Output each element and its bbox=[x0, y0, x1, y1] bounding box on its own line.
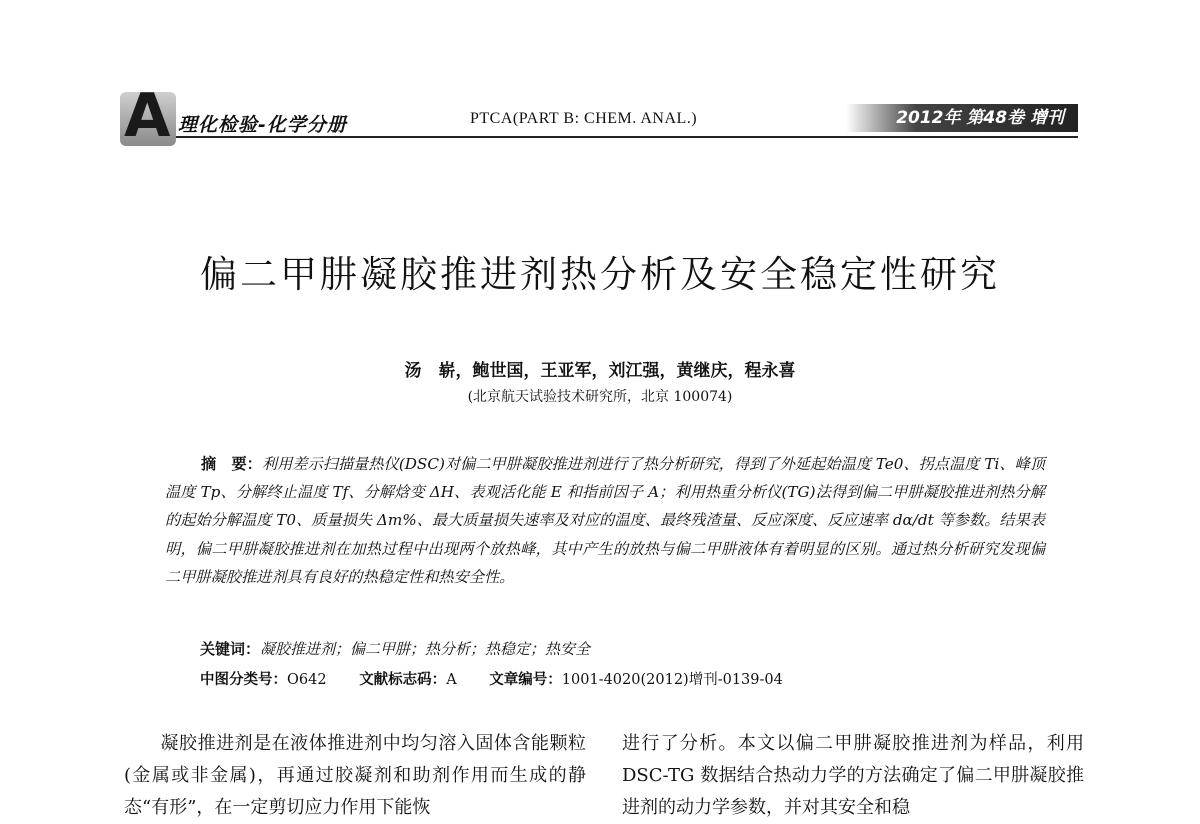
doc-code bbox=[359, 672, 456, 688]
doc-label: 文献标志码： bbox=[359, 672, 447, 688]
abstract-text: 利用差示扫描量热仪(DSC)对偏二甲肼凝胶推进剂进行了热分析研究，得到了外延起始温度 Te0、拐点温度 Ti、峰顶温度 Tp、分解终止温度 Tf、分解焓变 ΔH、表观活化能 E 和指前因子 A；利用热重分析仪(TG)法得到偏二甲肼凝胶推进剂热分解的起始分解温度 T0、质量损失 Δm%、最大质量损失速率及对应的温度、最终残渣量、反应深度、反应速率 dα/dt 等参数。结果表明，偏二甲肼凝胶推进剂在加热过程中出现两个放热峰，其中产生的放热与偏二甲肼液体有着明显的区别。通过热分析研究发现偏二甲肼凝胶推进剂具有良好的热稳定性和热安全性。 bbox=[165, 455, 1045, 586]
header-divider bbox=[176, 136, 1078, 138]
abstract-label: 摘 要： bbox=[201, 455, 262, 473]
body-text-left: 凝胶推进剂是在液体推进剂中均匀溶入固体含能颗粒(金属或非金属)，再通过胶凝剂和助剂作用而生成的静态“有形”，在一定剪切应力作用下能恢 bbox=[124, 733, 586, 818]
article-label: 文章编号： bbox=[489, 672, 562, 688]
clc-value: O642 bbox=[287, 672, 327, 688]
article-meta bbox=[200, 668, 811, 689]
doc-value: A bbox=[446, 672, 457, 688]
issue-label: 2012年 第48卷 增刊 bbox=[846, 104, 1078, 132]
article-number bbox=[489, 672, 783, 688]
journal-name-en: PTCA(PART B: CHEM. ANAL.) bbox=[470, 110, 698, 127]
keywords-label: 关键词： bbox=[200, 640, 261, 658]
journal-header bbox=[112, 81, 1078, 151]
paper-title: 偏二甲肼凝胶推进剂热分析及安全稳定性研究 bbox=[200, 253, 1000, 296]
clc-number bbox=[200, 672, 327, 688]
abstract bbox=[165, 450, 1045, 591]
clc-label: 中图分类号： bbox=[200, 672, 287, 688]
keywords-text: 凝胶推进剂；偏二甲肼；热分析；热稳定；热安全 bbox=[260, 640, 591, 658]
keywords bbox=[200, 638, 590, 659]
logo-letter: A bbox=[124, 81, 171, 151]
journal-name-cn: 理化检验-化学分册 bbox=[178, 114, 347, 136]
affiliation: (北京航天试验技术研究所，北京 100074) bbox=[467, 389, 733, 405]
body-column-right: 进行了分析。本文以偏二甲肼凝胶推进剂为样品，利用 DSC-TG 数据结合热动力学的方法确定了偏二甲肼凝胶推进剂的动力学参数，并对其安全和稳 bbox=[622, 733, 1084, 818]
article-value: 1001-4020(2012)增刊-0139-04 bbox=[561, 672, 783, 688]
body-column-left bbox=[124, 728, 586, 824]
author-list: 汤 崭，鲍世国，王亚军，刘江强，黄继庆，程永喜 bbox=[404, 361, 796, 381]
